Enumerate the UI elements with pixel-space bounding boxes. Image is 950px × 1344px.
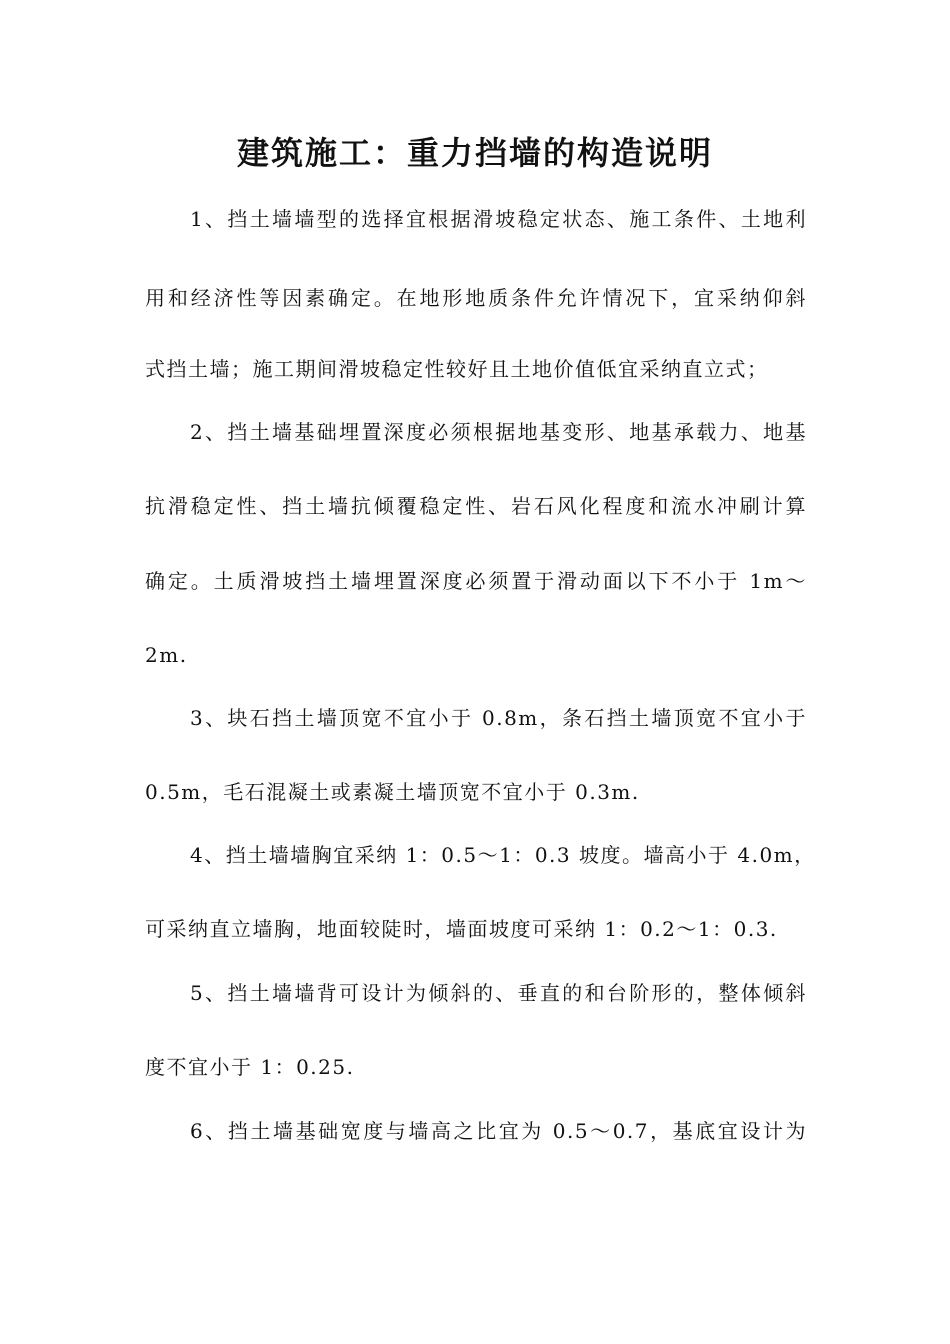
paragraph-5-line-2: 度不宜小于 1：0.25.	[145, 1055, 355, 1079]
paragraph-5-line-1: 5、挡土墙墙背可设计为倾斜的、垂直的和台阶形的，整体倾斜	[190, 981, 807, 1005]
document-title: 建筑施工：重力挡墙的构造说明	[236, 134, 713, 172]
paragraph-4-line-2: 可采纳直立墙胸，地面较陡时，墙面坡度可采纳 1：0.2～1：0.3.	[145, 917, 778, 941]
paragraph-1-line-3: 式挡土墙；施工期间滑坡稳定性较好且土地价值低宜采纳直立式；	[145, 357, 769, 381]
paragraph-3-line-2: 0.5m，毛石混凝土或素凝土墙顶宽不宜小于 0.3m.	[145, 780, 640, 804]
paragraph-2-line-1: 2、挡土墙基础埋置深度必须根据地基变形、地基承载力、地基	[190, 420, 807, 444]
paragraph-2-line-2: 抗滑稳定性、挡土墙抗倾覆稳定性、岩石风化程度和流水冲刷计算	[145, 494, 807, 518]
paragraph-4-line-1: 4、挡土墙墙胸宜采纳 1：0.5～1：0.3 坡度。墙高小于 4.0m，	[190, 843, 816, 867]
paragraph-2-line-4: 2m.	[145, 643, 188, 667]
paragraph-3-line-1: 3、块石挡土墙顶宽不宜小于 0.8m，条石挡土墙顶宽不宜小于	[190, 706, 807, 730]
paragraph-1-line-2: 用和经济性等因素确定。在地形地质条件允许情况下，宜采纳仰斜	[145, 286, 807, 310]
paragraph-6-line-1: 6、挡土墙基础宽度与墙高之比宜为 0.5～0.7，基底宜设计为	[190, 1119, 807, 1143]
paragraph-2-line-3: 确定。土质滑坡挡土墙埋置深度必须置于滑动面以下不小于 1m～	[145, 569, 807, 593]
paragraph-1-line-1: 1、挡土墙墙型的选择宜根据滑坡稳定状态、施工条件、土地利	[190, 207, 807, 231]
